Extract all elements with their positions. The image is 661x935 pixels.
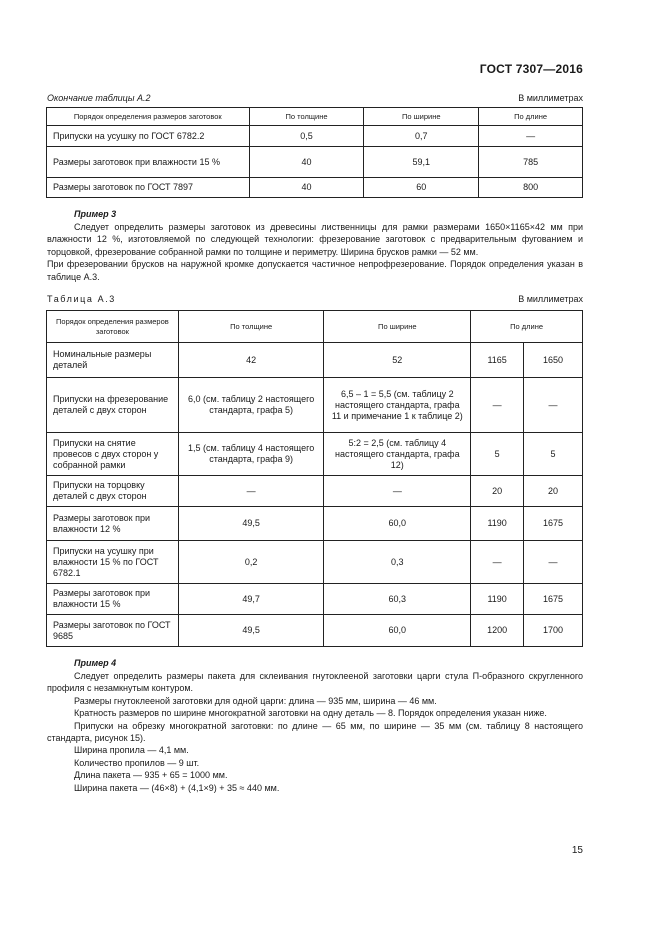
table-a2-units: В миллиметрах — [518, 93, 583, 103]
table-cell: — — [324, 476, 471, 507]
table-cell: 6,5 – 1 = 5,5 (см. таблицу 2 настоящего стандарта, графа 11 и примечание 1 к таблице 2) — [324, 378, 471, 433]
table-cell: 40 — [249, 147, 364, 178]
table-a3-header-cell: По толщине — [178, 311, 324, 343]
table-a2-header-row — [47, 108, 583, 126]
table-cell: Припуски на усушку при влажности 15 % по ГОСТ 6782.1 — [47, 541, 179, 584]
table-cell: Размеры заготовок по ГОСТ 7897 — [47, 178, 250, 198]
document-code: ГОСТ 7307—2016 — [479, 62, 583, 76]
table-cell: 60,0 — [324, 615, 471, 647]
table-cell: 1650 — [524, 343, 583, 378]
table-cell: 60,0 — [324, 507, 471, 541]
text-line: Следует определить размеры пакета для склеивания гнутоклееной заготовки царги стула П-образного скругленного профиля с незамкнутым контуром. — [47, 671, 583, 694]
text-line: Размеры гнутоклееной заготовки для одной царги: длина — 935 мм, ширина — 46 мм. — [74, 695, 437, 706]
table-cell: Размеры заготовок при влажности 15 % — [47, 147, 250, 178]
table-cell: 800 — [479, 178, 583, 198]
table-cell: — — [479, 126, 583, 147]
table-row — [47, 541, 583, 584]
paragraph: При фрезеровании брусков на наружной кромке допускается частичное непрофрезерование. Порядок определения указан в таблице А.3. — [47, 259, 583, 282]
table-cell: 40 — [249, 178, 364, 198]
table-cell: Припуски на снятие провесов с двух сторон у собранной рамки — [47, 433, 179, 476]
text-line: Ширина пакета — (46×8) + (4,1×9) + 35 ≈ 440 мм. — [74, 782, 280, 793]
table-cell: 1190 — [471, 507, 524, 541]
table-a2-header-cell: По длине — [479, 108, 583, 126]
table-cell: — — [524, 378, 583, 433]
table-cell: 1700 — [524, 615, 583, 647]
table-cell: Размеры заготовок при влажности 15 % — [47, 584, 179, 615]
table-row — [47, 507, 583, 541]
table-cell: 1,5 (см. таблицу 4 настоящего стандарта, графа 9) — [178, 433, 324, 476]
table-cell: 785 — [479, 147, 583, 178]
table-cell: 1675 — [524, 584, 583, 615]
table-cell: Размеры заготовок при влажности 12 % — [47, 507, 179, 541]
table-cell: — — [524, 541, 583, 584]
table-row — [47, 178, 583, 198]
text-line: Припуски на обрезку многократной заготовки: по длине — 65 мм, по ширине — 35 мм (см. таблицу 8 настоящего стандарта, рисунок 15). — [47, 720, 583, 744]
table-cell: 20 — [524, 476, 583, 507]
table-cell: 59,1 — [364, 147, 479, 178]
table-cell: 1165 — [471, 343, 524, 378]
table-cell: Припуски на торцовку деталей с двух сторон — [47, 476, 179, 507]
table-a3-header-cell: Порядок определения размеров заготовок — [47, 311, 179, 343]
table-cell: 20 — [471, 476, 524, 507]
table-row — [47, 433, 583, 476]
example-3-title: Пример 3 — [74, 209, 117, 219]
table-a2 — [46, 107, 583, 198]
table-cell: Размеры заготовок по ГОСТ 9685 — [47, 615, 179, 647]
table-cell: Номинальные размеры деталей — [47, 343, 179, 378]
table-cell: 5 — [471, 433, 524, 476]
table-cell: 60 — [364, 178, 479, 198]
table-a3-caption: Таблица А.3 — [47, 294, 116, 304]
table-row — [47, 615, 583, 647]
table-cell: 52 — [324, 343, 471, 378]
table-cell: 60,3 — [324, 584, 471, 615]
table-cell: 6,0 (см. таблицу 2 настоящего стандарта, графа 5) — [178, 378, 324, 433]
table-cell: 0,7 — [364, 126, 479, 147]
table-cell: Припуски на фрезерование деталей с двух сторон — [47, 378, 179, 433]
paragraph: Следует определить размеры заготовок из древесины лиственницы для рамки размерами 1650×1165×42 мм при влажности 12 %, изготовляемой по следующей технологии: фрезерование заготовок с предварительным фугованием и торцовкой, фрезерование собранной рамки по толщине и периметру. Ширина брусков рамки — 52 мм. — [47, 222, 583, 257]
page-number: 15 — [571, 845, 583, 856]
table-row — [47, 584, 583, 615]
text-line: Кратность размеров по ширине многократной заготовки на одну деталь — 8. Порядок определения указан ниже. — [74, 708, 547, 719]
table-cell: 0,5 — [249, 126, 364, 147]
table-a2-caption: Окончание таблицы А.2 — [47, 93, 151, 103]
table-cell: 5 — [524, 433, 583, 476]
table-cell: — — [178, 476, 324, 507]
table-cell: 49,5 — [178, 507, 324, 541]
table-cell: 0,2 — [178, 541, 324, 584]
table-a3-header-cell: По длине — [471, 311, 583, 343]
table-a2-header-cell: Порядок определения размеров заготовок — [47, 108, 250, 126]
example-3-text — [47, 221, 583, 283]
table-a2-header-cell: По ширине — [364, 108, 479, 126]
text-line: Длина пакета — 935 + 65 = 1000 мм. — [74, 770, 228, 781]
table-cell: — — [471, 378, 524, 433]
table-row — [47, 126, 583, 147]
table-a2-header-cell: По толщине — [249, 108, 364, 126]
text-line: Ширина пропила — 4,1 мм. — [74, 745, 189, 756]
table-a3-header-row — [47, 311, 583, 343]
table-cell: 49,7 — [178, 584, 324, 615]
table-row — [47, 343, 583, 378]
table-cell: 1190 — [471, 584, 524, 615]
table-cell: 5:2 = 2,5 (см. таблицу 4 настоящего стандарта, графа 12) — [324, 433, 471, 476]
table-a3-units: В миллиметрах — [518, 294, 583, 304]
example-4-text — [47, 670, 583, 794]
table-row — [47, 147, 583, 178]
table-a3-header-cell: По ширине — [324, 311, 471, 343]
table-row — [47, 378, 583, 433]
table-cell: 49,5 — [178, 615, 324, 647]
table-a3 — [46, 310, 583, 647]
table-cell: 42 — [178, 343, 324, 378]
table-cell: 1675 — [524, 507, 583, 541]
table-cell: 1200 — [471, 615, 524, 647]
text-line: Количество пропилов — 9 шт. — [74, 757, 200, 768]
table-row — [47, 476, 583, 507]
table-cell: 0,3 — [324, 541, 471, 584]
table-cell: — — [471, 541, 524, 584]
example-4-title: Пример 4 — [74, 658, 117, 668]
table-cell: Припуски на усушку по ГОСТ 6782.2 — [47, 126, 250, 147]
